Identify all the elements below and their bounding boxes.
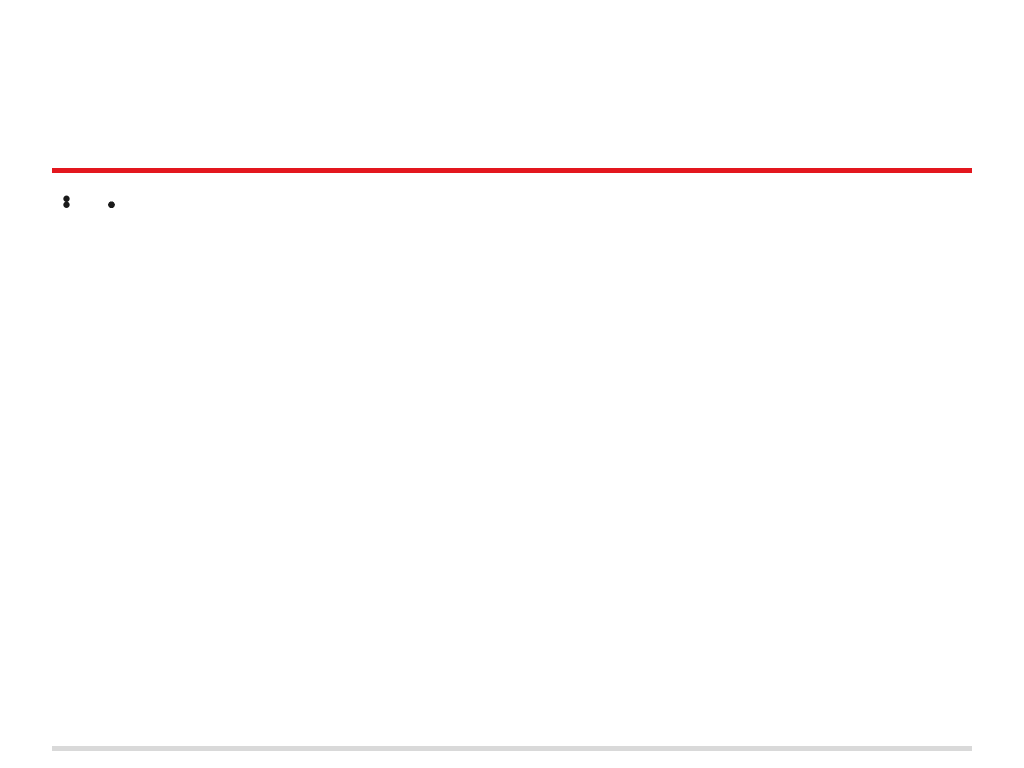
bullet-list: [60, 184, 960, 190]
title-divider: [52, 168, 972, 173]
footer-divider: [52, 746, 972, 751]
